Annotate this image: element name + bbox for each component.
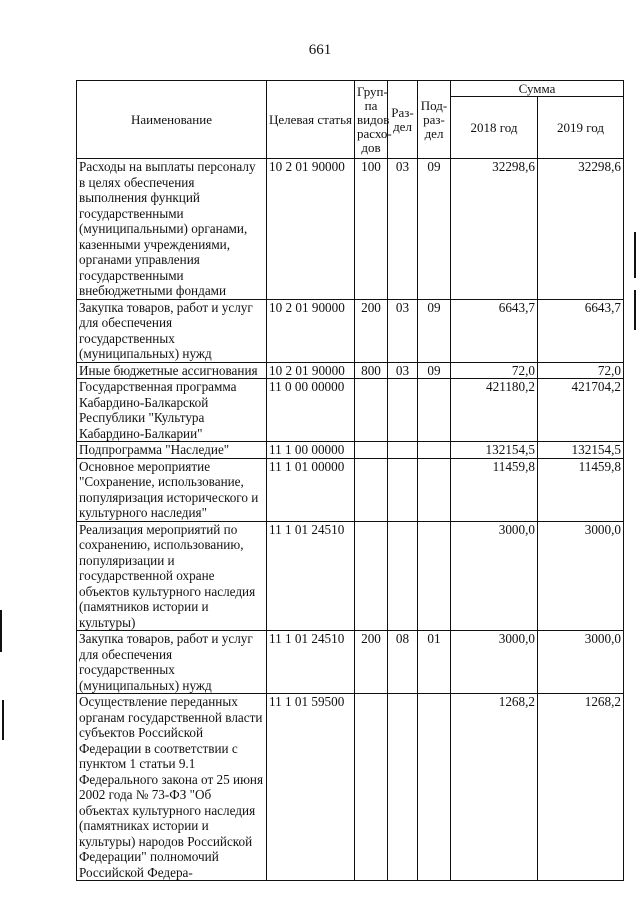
row-group: 800: [355, 362, 388, 379]
header-target: Целевая статья: [267, 81, 355, 159]
table-row: [77, 631, 624, 694]
row-name: Расходы на выплаты персоналу в целях обеспечения выполнения функций государственными (муниципальными) органами, казенными учреждениями, органами управления государственными внебюджетными фондами: [77, 159, 267, 300]
row-subsection: [418, 458, 451, 521]
row-name: Основное мероприятие "Сохранение, использование, популяризация исторического и культурного наследия": [77, 458, 267, 521]
row-2019: 72,0: [538, 362, 624, 379]
row-name: Иные бюджетные ассигнования: [77, 362, 267, 379]
row-2019: 11459,8: [538, 458, 624, 521]
row-name: Закупка товаров, работ и услуг для обеспечения государственных (муниципальных) нужд: [77, 299, 267, 362]
row-target: 11 1 01 24510: [267, 521, 355, 631]
row-target: 10 2 01 90000: [267, 362, 355, 379]
row-subsection: [418, 694, 451, 881]
row-target: 10 2 01 90000: [267, 159, 355, 300]
scan-edge-mark: [0, 610, 2, 652]
row-subsection: [418, 521, 451, 631]
row-subsection: [418, 442, 451, 459]
row-2019: 132154,5: [538, 442, 624, 459]
row-group: [355, 458, 388, 521]
row-2018: 32298,6: [451, 159, 538, 300]
row-subsection: 09: [418, 299, 451, 362]
row-name: Реализация мероприятий по сохранению, использованию, популяризации и государственной охране объектов культурного наследия (памятников истории и культуры): [77, 521, 267, 631]
row-target: 11 1 01 00000: [267, 458, 355, 521]
row-2018: 6643,7: [451, 299, 538, 362]
row-2019: 1268,2: [538, 694, 624, 881]
table-row: [77, 299, 624, 362]
scan-edge-mark: [2, 700, 4, 740]
row-section: [388, 694, 418, 881]
row-2019: 32298,6: [538, 159, 624, 300]
row-group: 100: [355, 159, 388, 300]
header-section: Раз-дел: [388, 81, 418, 159]
table-row: [77, 362, 624, 379]
row-section: 03: [388, 299, 418, 362]
header-group: Груп-па видов расхо-дов: [355, 81, 388, 159]
row-section: [388, 458, 418, 521]
row-2018: 421180,2: [451, 379, 538, 442]
row-target: 11 1 01 24510: [267, 631, 355, 694]
row-2018: 132154,5: [451, 442, 538, 459]
row-2018: 3000,0: [451, 631, 538, 694]
row-2019: 6643,7: [538, 299, 624, 362]
row-group: [355, 521, 388, 631]
header-year-2019: 2019 год: [538, 97, 624, 159]
row-target: 11 0 00 00000: [267, 379, 355, 442]
header-year-2018: 2018 год: [451, 97, 538, 159]
row-2019: 3000,0: [538, 631, 624, 694]
row-section: 03: [388, 362, 418, 379]
row-section: 03: [388, 159, 418, 300]
scan-edge-mark: [634, 290, 636, 330]
row-name: Государственная программа Кабардино-Балкарской Республики "Культура Кабардино-Балкарии": [77, 379, 267, 442]
header-subsection: Под-раз-дел: [418, 81, 451, 159]
table-row: [77, 458, 624, 521]
row-subsection: [418, 379, 451, 442]
row-group: [355, 694, 388, 881]
row-subsection: 09: [418, 159, 451, 300]
row-name: Закупка товаров, работ и услуг для обеспечения государственных (муниципальных) нужд: [77, 631, 267, 694]
row-section: [388, 442, 418, 459]
row-2019: 3000,0: [538, 521, 624, 631]
row-2019: 421704,2: [538, 379, 624, 442]
row-group: 200: [355, 299, 388, 362]
table-row: [77, 521, 624, 631]
row-2018: 3000,0: [451, 521, 538, 631]
row-group: [355, 379, 388, 442]
row-target: 10 2 01 90000: [267, 299, 355, 362]
table-row: [77, 159, 624, 300]
row-subsection: 01: [418, 631, 451, 694]
table-row: [77, 379, 624, 442]
row-subsection: 09: [418, 362, 451, 379]
row-name: Осуществление переданных органам государственной власти субъектов Российской Федерации в соответствии с пунктом 1 статьи 9.1 Федерального закона от 25 июня 2002 года № 73-ФЗ "Об объектах культурного наследия (памятниках истории и культуры) народов Российской Федерации" полномочий Российской Федера-: [77, 694, 267, 881]
row-group: [355, 442, 388, 459]
budget-table: [76, 80, 624, 881]
row-target: 11 1 01 59500: [267, 694, 355, 881]
table-row: [77, 442, 624, 459]
row-section: 08: [388, 631, 418, 694]
row-group: 200: [355, 631, 388, 694]
scan-edge-mark: [634, 232, 636, 278]
row-section: [388, 379, 418, 442]
row-target: 11 1 00 00000: [267, 442, 355, 459]
page-number: 661: [308, 42, 332, 58]
row-2018: 72,0: [451, 362, 538, 379]
header-sum: Сумма: [451, 81, 624, 97]
header-name: Наименование: [77, 81, 267, 159]
row-2018: 11459,8: [451, 458, 538, 521]
row-2018: 1268,2: [451, 694, 538, 881]
table-row: [77, 694, 624, 881]
row-name: Подпрограмма "Наследие": [77, 442, 267, 459]
row-section: [388, 521, 418, 631]
